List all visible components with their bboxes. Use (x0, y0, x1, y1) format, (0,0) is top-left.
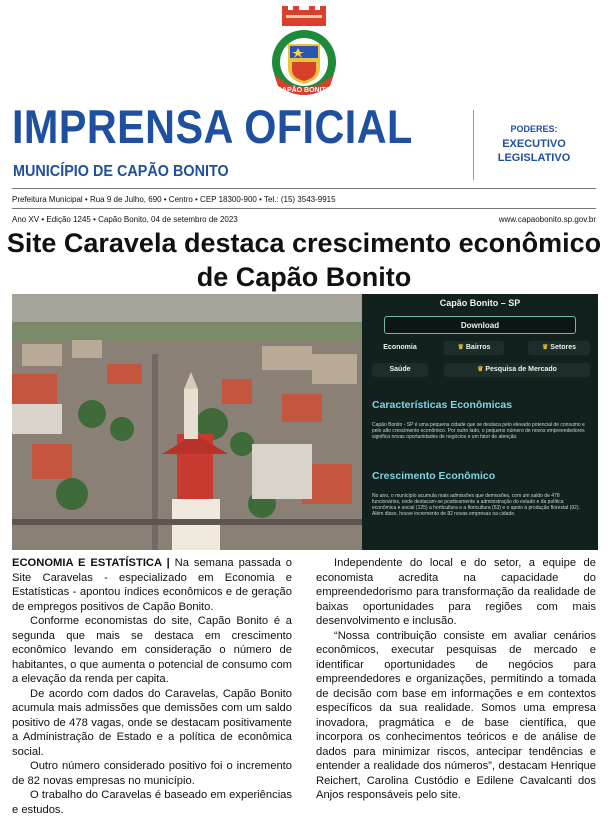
article-kicker: ECONOMIA E ESTATÍSTICA | (12, 557, 170, 569)
crown-icon: ♛ (542, 344, 549, 351)
site-city-title: Capão Bonito – SP (439, 298, 521, 308)
article-paragraph-text: Na semana passada o Site Caravelas - especializado em Economia e Estatísticas - apontou índices econômicos e de geração de empregos positivos de Capão Bonito. (12, 557, 293, 613)
article-paragraph: Outro número considerado positivo foi o incremento de 82 novas empresas no município. (12, 760, 292, 787)
publication-title: IMPRENSA OFICIAL (12, 100, 413, 153)
article-paragraph: Conforme economistas do site, Capão Bonito é a segunda que mais se destaca em crescimento econômico levando em consideração o número de habitantes, o que aumenta o potencial de consumo com a elevação da renda per capita. (12, 615, 292, 685)
municipal-crest-logo (262, 6, 346, 102)
article-column-1 (12, 556, 292, 817)
article-headline: Site Caravela destaca crescimento econômico de Capão Bonito (6, 228, 602, 292)
power-legislative: LEGISLATIVO (497, 152, 571, 164)
powers-box (484, 124, 584, 165)
site-section-crescimento: Crescimento Econômico (372, 470, 496, 482)
powers-label: PODERES: (510, 124, 558, 134)
edition-info: Ano XV • Edição 1245 • Capão Bonito, 04 de setembro de 2023 (12, 215, 238, 224)
site-menu-pesquisa-label: Pesquisa de Mercado (485, 366, 557, 373)
caravela-site-screenshot (362, 294, 598, 550)
crest-banner-text: CAPÃO BONITO (276, 87, 332, 94)
article-paragraph (12, 556, 292, 614)
site-menu-economia-label: Economia (383, 344, 417, 351)
article-paragraph: De acordo com dados do Caravelas, Capão Bonito acumula mais admissões que demissões com um saldo positivo de 478 vagas, onde se destacam positivamente a Administração de Estado e a política de econômica social. (12, 687, 292, 758)
article-paragraph: O trabalho do Caravelas é baseado em experiências e estudos. (12, 789, 292, 816)
site-section-caracteristicas: Características Econômicas (372, 399, 513, 411)
power-executive: EXECUTIVO (502, 138, 566, 150)
article-paragraph: Independente do local e do setor, a equipe de economista acredita na capacidade do empreendedorismo para transformação da realidade de baixas oportunidades para regiões com mais desenvolvimento e inclusão. (316, 557, 596, 627)
site-menu-saude-label: Saúde (389, 366, 411, 373)
article-column-2 (316, 556, 596, 803)
download-button[interactable]: Download (384, 316, 576, 334)
crown-icon: ♛ (477, 366, 484, 373)
masthead-divider (473, 110, 474, 180)
aerial-city-photo (12, 294, 362, 550)
site-menu-setores[interactable] (528, 341, 590, 355)
city-hall-address: Prefeitura Municipal • Rua 9 de Julho, 690 • Centro • CEP 18300-900 • Tel.: (15) 3543-9915 (12, 195, 336, 204)
site-menu-bairros-label: Bairros (465, 344, 491, 351)
header-rule-top (12, 188, 596, 189)
crest-motto-right: 1843 (337, 49, 346, 60)
website-link[interactable]: www.capaobonito.sp.gov.br (498, 215, 596, 224)
header-rule-bottom (12, 208, 596, 209)
site-menu-saude[interactable] (372, 363, 428, 377)
crown-icon: ♛ (457, 344, 464, 351)
article-paragraph: “Nossa contribuição consiste em avaliar cenários econômicos, executar pesquisas de mercado e identificar oportunidades de negócios para empreendedores e organizações, permitindo a tomada de decisão com base em informações e em contextos específicos da sua realidade. Somos uma empresa inovadora, pragmática e de base científica, que incorpora os conhecimentos teóricos e de análise de dados para minimizar riscos, antecipar tendências e entender a realidade dos números”, destacam Henrique Reichert, Carolina Custódio e Edilene Cavalcanti dos Anjos responsáveis pelo site. (316, 629, 596, 801)
site-section-caracteristicas-text: Capão Bonito - SP é uma pequena cidade que se destaca pelo elevado potencial de consumo e pelo alto crescimento econômico. Por outro lado, o pequeno número de novos empreendedores significa novas oportunidades de negócios e um fator de atenção. (372, 422, 585, 440)
site-menu-pesquisa[interactable] (444, 363, 590, 377)
site-section-crescimento-text: No ano, o município acumula mais admissões que demissões, com um saldo de 478 funcionários, onde destacam-se positivamente a administração do estado e da política econômica e social (125) a horticultura e a floricultura (63) e o apoio à produção florestal (92). Além disso, houve incremento de 82 novas empresas na cidade. (372, 493, 580, 517)
publication-subtitle: MUNICÍPIO DE CAPÃO BONITO (13, 163, 229, 180)
site-menu-economia[interactable] (372, 341, 428, 355)
site-menu-bairros[interactable] (444, 341, 504, 355)
site-menu-setores-label: Setores (550, 344, 576, 351)
crest-motto-left: 1º de Outubro (262, 34, 274, 54)
